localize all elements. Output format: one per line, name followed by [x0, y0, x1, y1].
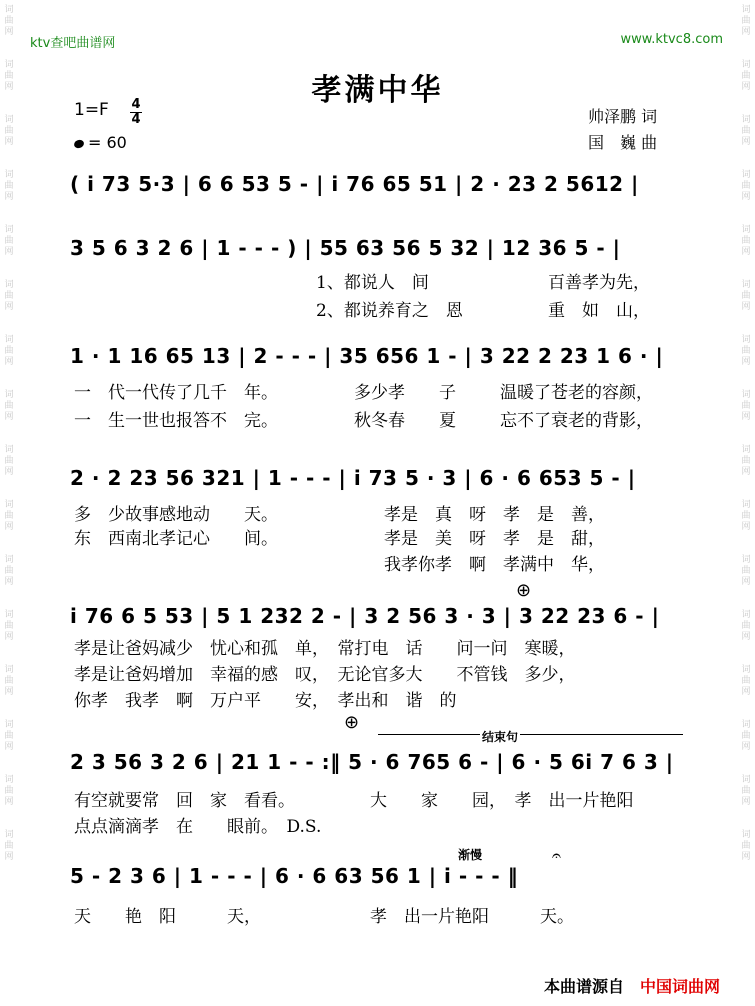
lyric-row7-b: 孝 出一片艳阳 天。 — [370, 907, 574, 927]
coda-icon: ⊕ — [516, 580, 532, 601]
watermark-text: 词曲网 — [741, 500, 751, 532]
score-row-4: 2 · 2 23 56 321 | 1 - - - | i 73 5 · 3 | 6 · 6 653 5 - | — [70, 466, 636, 490]
score-row-6: 2 3 56 3 2 6 | 21 1 - - :‖ 5 · 6 765 6 - | 6 · 5 6i 7 6 3 | — [70, 750, 674, 774]
watermark-text: 词曲网 — [4, 5, 14, 37]
watermark-text: 词曲网 — [741, 555, 751, 587]
lyric-row7-a: 天 艳 阳 天， — [74, 907, 261, 927]
source-site-link[interactable]: 中国词曲网 — [639, 977, 720, 996]
watermark-text: 词曲网 — [741, 335, 751, 367]
key-signature: 1=F — [74, 100, 109, 120]
lyric-row3-a2: 多少孝 子 — [354, 383, 456, 403]
lyricist: 帅泽鹏 词 — [588, 107, 658, 126]
score-row-2: 3 5 6 3 2 6 | 1 - - - ) | 55 63 56 5 32 | 12 36 5 - | — [70, 236, 621, 260]
lyric-verse2-b: 重 如 山， — [548, 301, 650, 321]
lyric-row3-b2: 秋冬春 夏 — [354, 411, 456, 431]
coda-icon: ⊕ — [344, 712, 360, 733]
source-credit — [544, 974, 720, 997]
time-numerator: 4 — [131, 97, 141, 112]
lyric-row4-a1: 多 少故事感地动 天。 — [74, 505, 278, 525]
watermark-text: 词曲网 — [4, 610, 14, 642]
tempo-marking — [74, 133, 127, 152]
watermark-text: 词曲网 — [4, 775, 14, 807]
watermark-text: 词曲网 — [4, 170, 14, 202]
watermark-text: 词曲网 — [741, 170, 751, 202]
lyric-row3-a1: 一 代一代传了几千 年。 — [74, 383, 278, 403]
watermark-text: 词曲网 — [4, 225, 14, 257]
lyric-row5-a: 孝是让爸妈减少 忧心和孤 单， 常打电 话 问一问 寒暖， — [74, 639, 576, 659]
watermark-text: 词曲网 — [741, 115, 751, 147]
time-signature — [130, 98, 142, 127]
lyric-row6-a2: 大 家 园， 孝 出一片艳阳 — [370, 791, 634, 811]
lyric-row6-b1: 点点滴滴孝 在 眼前。 D.S. — [74, 817, 322, 837]
lyric-row5-b: 孝是让爸妈增加 幸福的感 叹， 无论官多大 不管钱 多少， — [74, 665, 576, 685]
ritardando-label: 渐慢 — [458, 848, 483, 862]
time-denominator: 4 — [131, 112, 141, 127]
lyric-row5-c: 你孝 我孝 啊 万户平 安， 孝出和 谐 的 — [74, 691, 457, 711]
lyric-verse1-a: 1、都说人 间 — [316, 273, 429, 293]
watermark-text: 词曲网 — [741, 830, 751, 862]
watermark-text: 词曲网 — [741, 665, 751, 697]
composer: 国 巍 曲 — [588, 133, 658, 152]
lyric-verse2-a: 2、都说养育之 恩 — [316, 301, 463, 321]
watermark-text: 词曲网 — [4, 830, 14, 862]
lyric-row3-b3: 忘不了衰老的背影， — [500, 411, 653, 431]
site-left-label[interactable]: ktv查吧曲谱网 — [30, 36, 116, 51]
lyric-row3-b1: 一 生一世也报答不 完。 — [74, 411, 278, 431]
watermark-text: 词曲网 — [4, 665, 14, 697]
watermark-text: 词曲网 — [4, 555, 14, 587]
score-row-7: 5 - 2 3 6 | 1 - - - | 6 · 6 63 56 1 | i - - - ‖ — [70, 864, 519, 888]
quarter-note-icon — [73, 138, 85, 149]
watermark-text: 词曲网 — [4, 390, 14, 422]
song-title: 孝满中华 — [311, 73, 444, 108]
watermark-text: 词曲网 — [741, 280, 751, 312]
watermark-text: 词曲网 — [4, 60, 14, 92]
watermark-text: 词曲网 — [4, 335, 14, 367]
source-label: 本曲谱源自 — [543, 977, 624, 996]
watermark-text: 词曲网 — [741, 225, 751, 257]
watermark-text: 词曲网 — [741, 720, 751, 752]
lyric-row6-a1: 有空就要常 回 家 看看。 — [74, 791, 295, 811]
lyric-verse1-b: 百善孝为先， — [548, 273, 650, 293]
lyric-row3-a3: 温暖了苍老的容颜， — [500, 383, 653, 403]
watermark-text: 词曲网 — [4, 280, 14, 312]
ending-label: 结束句 — [482, 730, 519, 744]
watermark-text: 词曲网 — [4, 500, 14, 532]
score-row-5: i 76 6 5 53 | 5 1 232 2 - | 3 2 56 3 · 3 | 3 22 23 6 - | — [70, 604, 660, 628]
watermark-text: 词曲网 — [4, 445, 14, 477]
lyric-row4-c2: 我孝你孝 啊 孝满中 华， — [384, 555, 605, 575]
site-right-url[interactable]: www.ktvc8.com — [620, 32, 723, 47]
score-row-3: 1 · 1 16 65 13 | 2 - - - | 35 656 1 - | 3 22 2 23 1 6 · | — [70, 344, 664, 368]
credits — [588, 104, 657, 156]
score-row-1: ( i 73 5·3 | 6 6 53 5 - | i 76 65 51 | 2 · 23 2 5612 | — [70, 172, 639, 196]
lyric-row4-a2: 孝是 真 呀 孝 是 善， — [384, 505, 605, 525]
lyric-row4-b2: 孝是 美 呀 孝 是 甜， — [384, 529, 605, 549]
watermark-text: 词曲网 — [741, 60, 751, 92]
watermark-text: 词曲网 — [741, 610, 751, 642]
watermark-text: 词曲网 — [741, 445, 751, 477]
watermark-text: 词曲网 — [741, 5, 751, 37]
watermark-text: 词曲网 — [4, 720, 14, 752]
watermark-right — [739, 5, 753, 885]
watermark-text: 词曲网 — [741, 775, 751, 807]
tempo-value: = 60 — [88, 133, 127, 152]
fermata-icon: 𝄐 — [552, 846, 561, 865]
lyric-row4-b1: 东 西南北孝记心 间。 — [74, 529, 278, 549]
watermark-text: 词曲网 — [4, 115, 14, 147]
watermark-left — [2, 5, 16, 885]
watermark-text: 词曲网 — [741, 390, 751, 422]
ending-bracket-line — [378, 734, 683, 735]
